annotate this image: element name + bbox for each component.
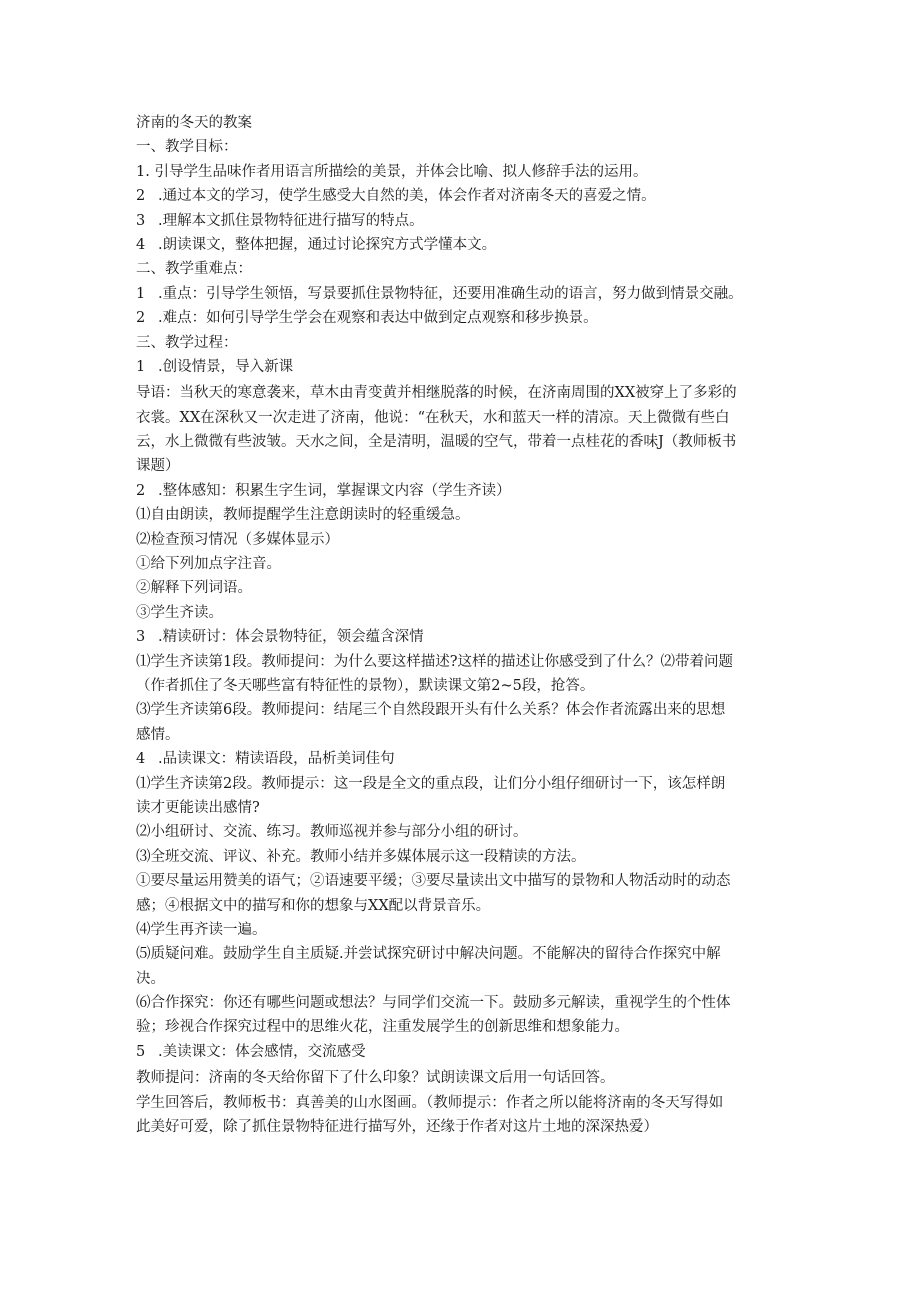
paragraph-line: 学生回答后，教师板书：真善美的山水图画。（教师提示：作者之所以能将济南的冬天写得如 [136, 1094, 724, 1111]
item-text: .精读研讨：体会景物特征，领会蕴含深情 [158, 629, 424, 646]
paragraph-line: ⑷学生再齐读一遍。 [136, 921, 267, 938]
item-text: .美读课文：体会感情，交流感受 [158, 1043, 366, 1060]
item-number: 2 [136, 482, 146, 499]
item-text: .重点：引导学生领悟，写景要抓住景物特征，还要用准确生动的语言，努力做到情景交融。 [158, 285, 743, 302]
keypoint-item [136, 306, 784, 330]
paragraph-line: （作者抓住了冬天哪些富有特征性的景物），默读课文第2~5段，抢答。 [136, 677, 595, 694]
item-text: .难点：如何引导学生学会在观察和表达中做到定点观察和移步换景。 [158, 310, 598, 327]
goal-item: 1. 引导学生品味作者用语言所描绘的美景，并体会比喻、拟人修辞手法的运用。 [136, 163, 648, 180]
paragraph-line: ①要尽量运用赞美的语气；②语速要平缓；③要尽量读出文中描写的景物和人物活动时的动态 [136, 873, 731, 890]
paragraph-line: ⑴学生齐读第1段。教师提问：为什么要这样描述?这样的描述让你感受到了什么？⑵带着问题 [136, 653, 733, 670]
paragraph-line: 导语：当秋天的寒意袭来，草木由青变黄并相继脱落的时候，在济南周围的XX被穿上了多彩的 [136, 385, 737, 402]
paragraph-line: ①给下列加点字注音。 [136, 556, 281, 573]
step-heading [136, 625, 784, 649]
item-text: .朗读课文，整体把握，通过讨论探究方式学懂本文。 [158, 236, 497, 253]
paragraph-line: ⑹合作探究：你还有哪些问题或想法？与同学们交流一下。鼓励多元解读，重视学生的个性体 [136, 995, 731, 1012]
item-text: .创设情景，导入新课 [158, 358, 294, 375]
goal-item [136, 209, 784, 233]
section-heading-process: 三、教学过程： [136, 334, 238, 351]
paragraph-line: ③学生齐读。 [136, 604, 223, 621]
paragraph-line: ⑶全班交流、评议、补充。教师小结并多媒体展示这一段精读的方法。 [136, 848, 586, 865]
step-heading [136, 1040, 784, 1064]
step-heading [136, 747, 784, 771]
item-number: 1 [136, 358, 146, 375]
goal-item [136, 184, 784, 208]
paragraph-line: ⑵检查预习情况（多媒体显示） [136, 531, 339, 548]
document-title: 济南的冬天的教案 [136, 115, 252, 131]
item-text: .品读课文：精读语段，品析美词佳句 [158, 751, 395, 768]
paragraph-line: 读才更能读出感情? [136, 799, 260, 816]
step-heading [136, 479, 784, 503]
paragraph-line: ⑸质疑问难。鼓励学生自主质疑.并尝试探究研讨中解决问题。不能解决的留待合作探究中解 [136, 946, 721, 963]
paragraph-line: 验；珍视合作探究过程中的思维火花，注重发展学生的创新思维和想象能力。 [136, 1019, 629, 1036]
paragraph-line: ⑴自由朗读，教师提醒学生注意朗读时的轻重缓急。 [136, 507, 470, 524]
section-heading-keypoints: 二、教学重难点： [136, 261, 252, 278]
item-number: 2 [136, 310, 146, 327]
paragraph-line: 感；④根据文中的描写和你的想象与XX配以背景音乐。 [136, 897, 491, 914]
keypoint-item [136, 282, 784, 306]
item-number: 3 [136, 212, 146, 229]
paragraph-line: 感情。 [136, 726, 180, 743]
paragraph-line: ⑶学生齐读第6段。教师提问：结尾三个自然段跟开头有什么关系？体会作者流露出来的思想 [136, 702, 726, 719]
paragraph-line: 此美好可爱，除了抓住景物特征进行描写外，还缘于作者对这片土地的深深热爱） [136, 1119, 658, 1136]
goal-item [136, 233, 784, 257]
paragraph-line: 教师提问：济南的冬天给你留下了什么印象？试朗读课文后用一句话回答。 [136, 1070, 615, 1087]
document-body [136, 111, 784, 1139]
item-number: 1 [136, 285, 146, 302]
paragraph-line: ⑵小组研讨、交流、练习。教师巡视并参与部分小组的研讨。 [136, 824, 528, 841]
item-number: 3 [136, 629, 146, 646]
paragraph-line: 云，水上微微有些波皱。天水之间，全是清明，温暖的空气，带着一点桂花的香味J（教师板书 [136, 434, 737, 451]
item-text: .理解本文抓住景物特征进行描写的特点。 [158, 212, 424, 229]
item-number: 5 [136, 1043, 146, 1060]
paragraph-line: 课题） [136, 458, 180, 475]
section-heading-goals: 一、教学目标： [136, 139, 238, 156]
item-number: 4 [136, 751, 146, 768]
paragraph-line: ②解释下列词语。 [136, 580, 252, 597]
paragraph-line: ⑴学生齐读第2段。教师提示：这一段是全文的重点段，让们分小组仔细研讨一下，该怎样朗 [136, 775, 726, 792]
paragraph-line: 衣裳。XX在深秋又一次走进了济南，他说：“在秋天，水和蓝天一样的清凉。天上微微有些白 [136, 409, 730, 426]
item-number: 4 [136, 236, 146, 253]
item-text: .通过本文的学习，使学生感受大自然的美，体会作者对济南冬天的喜爱之情。 [158, 188, 656, 205]
item-text: .整体感知：积累生字生词，掌握课文内容（学生齐读） [158, 482, 511, 499]
item-number: 2 [136, 188, 146, 205]
step-heading [136, 355, 784, 379]
paragraph-line: 决。 [136, 970, 165, 987]
